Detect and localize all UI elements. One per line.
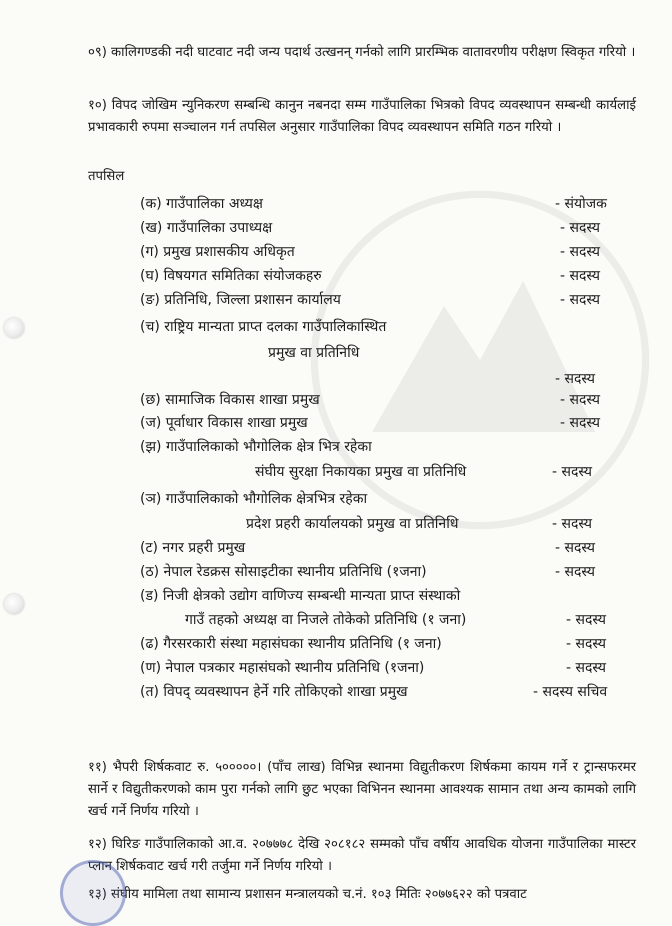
member-ka-role: - संयोजक: [555, 196, 607, 212]
member-gha-text: (घ) विषयगत समितिका संयोजकहरु: [140, 268, 322, 284]
member-gha-role: - सदस्य: [560, 268, 600, 284]
member-cha-text: (च) राष्ट्रिय मान्यता प्राप्त दलका गाउँपालिकास्थित: [140, 319, 387, 335]
member-da-text-cont: गाउँ तहको अध्यक्ष वा निजले तोकेको प्रतिनिधि (१ जना): [185, 612, 467, 628]
member-da-text: (ड) निजी क्षेत्रको उद्योग वाणिज्य सम्बन्धी मान्यता प्राप्त संस्थाको: [140, 588, 461, 604]
member-nya-text-cont: प्रदेश प्रहरी कार्यालयको प्रमुख वा प्रतिनिधि: [246, 516, 459, 532]
member-kha-role: - सदस्य: [560, 220, 600, 236]
member-jha-role: - सदस्य: [552, 464, 592, 480]
paragraph-11: ११) भैपरी शिर्षकवाट रु. ५०००००। (पाँच लाख) विभिन्न स्थानमा विद्युतीकरण शिर्षकमा कायम गर्ने र ट्रान्सफरमर सार्ने र विद्युतीकरणको काम पुरा गर्नको लागि छुट भएका विभिनन स्थानमा आवश्यक सामान तथा अन्य कामको लागि खर्च गर्ने निर्णय गरियो ।: [88, 760, 636, 819]
member-jha-text-cont: संघीय सुरक्षा निकायका प्रमुख वा प्रतिनिधि: [255, 464, 467, 480]
member-nga-role: - सदस्य: [560, 292, 600, 308]
member-dha-text: (ढ) गैरसरकारी संस्था महासंघका स्थानीय प्रतिनिधि (१ जना): [140, 636, 442, 652]
member-na-role: - सदस्य: [566, 660, 606, 676]
paragraph-12: १२) घिरिङ गाउँपालिकाको आ.व. २०७७७८ देखि २०८१८२ सम्मको पाँच वर्षीय आवधिक योजना गाउँपालिका मास्टर प्लान शिर्षकवाट खर्च गरी तर्जुमा गर्ने निर्णय गरियो ।: [88, 837, 636, 874]
member-chha-text: (छ) सामाजिक विकास शाखा प्रमुख: [140, 392, 320, 408]
member-ta-text: (ट) नगर प्रहरी प्रमुख: [140, 540, 246, 556]
tapasil-heading: तपसिल: [88, 169, 125, 184]
member-nya-text: (ञ) गाउँपालिकाको भौगोलिक क्षेत्रभित्र रहेका: [140, 491, 368, 507]
member-ga-role: - सदस्य: [560, 244, 600, 260]
member-nga-text: (ङ) प्रतिनिधि, जिल्ला प्रशासन कार्यालय: [140, 292, 341, 308]
member-kha-text: (ख) गाउँपालिका उपाध्यक्ष: [140, 220, 273, 236]
member-ta2-text: (त) विपद् व्यवस्थापन हेर्ने गरि तोकिएको शाखा प्रमुख: [140, 684, 408, 700]
member-ja-text: (ज) पूर्वाधार विकास शाखा प्रमुख: [140, 415, 308, 431]
member-da-role: - सदस्य: [566, 612, 606, 628]
member-nya-role: - सदस्य: [552, 516, 592, 532]
paragraph-09: ०९) कालिगण्डकी नदी घाटवाट नदी जन्य पदार्थ उत्खनन् गर्नको लागि प्रारम्भिक वातावरणीय परीक्षण स्विकृत गरियो ।: [88, 45, 636, 60]
member-jha-text: (झ) गाउँपालिकाको भौगोलिक क्षेत्र भित्र रहेका: [140, 439, 372, 455]
member-tha-role: - सदस्य: [555, 564, 595, 580]
member-cha-role: - सदस्य: [555, 371, 595, 387]
member-tha-text: (ठ) नेपाल रेडक्रस सोसाइटीका स्थानीय प्रतिनिधि (१जना): [140, 564, 427, 580]
punch-hole-bottom: [4, 594, 24, 614]
paragraph-10: १०) विपद जोखिम न्युनिकरण सम्बन्धि कानुन नबनदा सम्म गाउँपालिका भित्रको विपद व्यवस्थापन सम्बन्धी कार्यलाई प्रभावकारी रुपमा सञ्चालन गर्न तपसिल अनुसार गाउँपालिका विपद व्यवस्थापन समिति गठन गरियो ।: [88, 98, 636, 135]
member-ga-text: (ग) प्रमुख प्रशासकीय अधिकृत: [140, 244, 295, 260]
member-ta-role: - सदस्य: [555, 540, 595, 556]
paragraph-13: १३) संघीय मामिला तथा सामान्य प्रशासन मन्त्रालयको च.नं. १०३ मितिः २०७७६२२ को पत्रवाट: [88, 887, 527, 902]
office-stamp: [60, 860, 126, 926]
member-ja-role: - सदस्य: [560, 415, 600, 431]
member-ta2-role: - सदस्य सचिव: [533, 684, 608, 700]
punch-hole-top: [4, 318, 24, 338]
member-chha-role: - सदस्य: [560, 392, 600, 408]
member-cha-text-cont: प्रमुख वा प्रतिनिधि: [268, 345, 360, 361]
member-na-text: (ण) नेपाल पत्रकार महासंघको स्थानीय प्रतिनिधि (१जना): [140, 660, 425, 676]
member-dha-role: - सदस्य: [566, 636, 606, 652]
member-ka-text: (क) गाउँपालिका अध्यक्ष: [140, 196, 263, 212]
